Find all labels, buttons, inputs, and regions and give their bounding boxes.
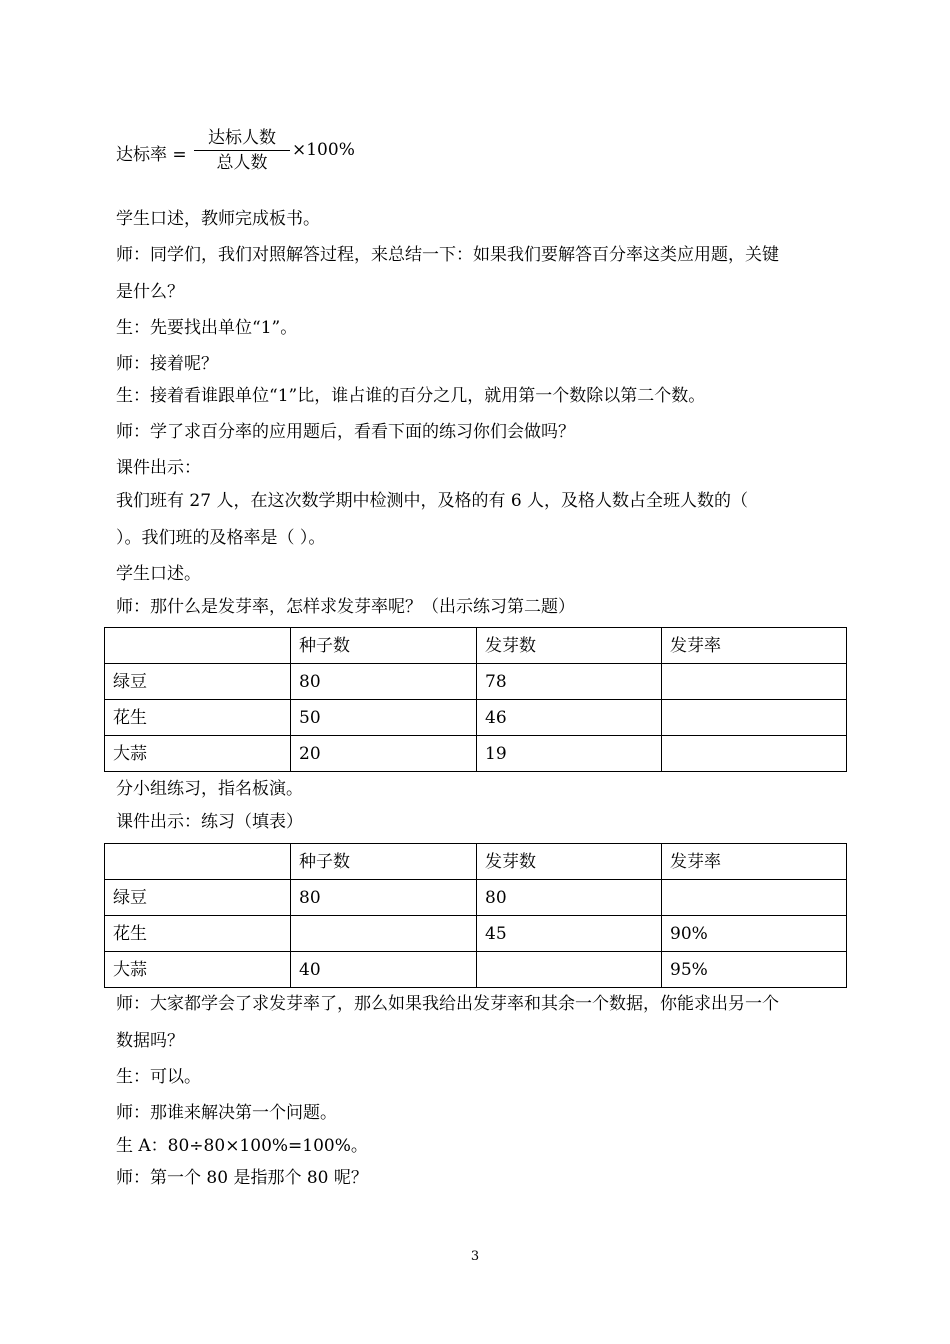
text-line: ）。我们班的及格率是（ ）。 bbox=[116, 528, 326, 548]
fraction-bar bbox=[194, 150, 290, 151]
table-cell: 90% bbox=[662, 916, 847, 952]
formula-numerator: 达标人数 bbox=[208, 128, 276, 148]
table-cell: 发芽数 bbox=[477, 844, 662, 880]
formula-rhs: ×100% bbox=[292, 140, 355, 160]
text-line: 生：接着看谁跟单位“1”比，谁占谁的百分之几，就用第一个数除以第二个数。 bbox=[116, 386, 706, 406]
table-cell: 46 bbox=[477, 700, 662, 736]
table-cell: 发芽数 bbox=[477, 628, 662, 664]
text-line: 师：那谁来解决第一个问题。 bbox=[116, 1103, 337, 1123]
formula-fraction bbox=[194, 127, 290, 174]
table-cell: 大蒜 bbox=[105, 736, 291, 772]
table-cell: 绿豆 bbox=[105, 664, 291, 700]
table-cell bbox=[477, 952, 662, 988]
table-row bbox=[105, 880, 847, 916]
table-cell: 绿豆 bbox=[105, 880, 291, 916]
text-line: 数据吗？ bbox=[116, 1031, 184, 1051]
table-cell: 发芽率 bbox=[662, 844, 847, 880]
table-row bbox=[105, 736, 847, 772]
table-cell: 40 bbox=[291, 952, 477, 988]
text-line: 师：那什么是发芽率，怎样求发芽率呢？（出示练习第二题） bbox=[116, 597, 575, 617]
table-cell: 80 bbox=[291, 664, 477, 700]
text-line: 师：第一个 80 是指那个 80 呢？ bbox=[116, 1168, 368, 1188]
table-cell: 45 bbox=[477, 916, 662, 952]
germination-table-1 bbox=[104, 627, 847, 772]
germination-table-2 bbox=[104, 843, 847, 988]
text-line: 学生口述。 bbox=[116, 564, 201, 584]
table-cell: 种子数 bbox=[291, 628, 477, 664]
text-line: 我们班有 27 人，在这次数学期中检测中，及格的有 6 人，及格人数占全班人数的（ bbox=[116, 491, 749, 511]
table-cell: 花生 bbox=[105, 916, 291, 952]
table-cell: 19 bbox=[477, 736, 662, 772]
table-cell bbox=[662, 880, 847, 916]
table-header-row bbox=[105, 628, 847, 664]
text-line: 课件出示： bbox=[116, 458, 201, 478]
text-line: 师：接着呢？ bbox=[116, 354, 218, 374]
table-row bbox=[105, 916, 847, 952]
text-line: 生：可以。 bbox=[116, 1067, 201, 1087]
table-cell bbox=[105, 628, 291, 664]
text-line: 师：学了求百分率的应用题后，看看下面的练习你们会做吗？ bbox=[116, 422, 575, 442]
text-line: 师：大家都学会了求发芽率了，那么如果我给出发芽率和其余一个数据，你能求出另一个 bbox=[116, 994, 779, 1014]
formula-denominator: 总人数 bbox=[216, 153, 268, 173]
table-cell: 发芽率 bbox=[662, 628, 847, 664]
text-line: 是什么？ bbox=[116, 282, 184, 302]
table-cell: 花生 bbox=[105, 700, 291, 736]
table-row bbox=[105, 700, 847, 736]
text-line: 生 A：80÷80×100%=100%。 bbox=[116, 1136, 368, 1156]
formula-lhs: 达标率 = bbox=[116, 145, 187, 165]
table-cell: 20 bbox=[291, 736, 477, 772]
table-cell: 80 bbox=[477, 880, 662, 916]
table-cell: 50 bbox=[291, 700, 477, 736]
text-line: 师：同学们，我们对照解答过程，来总结一下：如果我们要解答百分率这类应用题，关键 bbox=[116, 245, 779, 265]
text-line: 分小组练习，指名板演。 bbox=[116, 779, 303, 799]
text-line: 生：先要找出单位“1”。 bbox=[116, 318, 298, 338]
table-row bbox=[105, 952, 847, 988]
table-cell bbox=[291, 916, 477, 952]
table-cell bbox=[662, 664, 847, 700]
table-cell bbox=[662, 736, 847, 772]
table-cell: 80 bbox=[291, 880, 477, 916]
table-row bbox=[105, 664, 847, 700]
table-cell: 种子数 bbox=[291, 844, 477, 880]
page-number: 3 bbox=[470, 1249, 480, 1264]
text-line: 学生口述，教师完成板书。 bbox=[116, 209, 320, 229]
table-cell: 95% bbox=[662, 952, 847, 988]
table-cell: 78 bbox=[477, 664, 662, 700]
text-line: 课件出示：练习（填表） bbox=[116, 812, 303, 832]
table-cell bbox=[105, 844, 291, 880]
table-header-row bbox=[105, 844, 847, 880]
table-cell bbox=[662, 700, 847, 736]
table-cell: 大蒜 bbox=[105, 952, 291, 988]
